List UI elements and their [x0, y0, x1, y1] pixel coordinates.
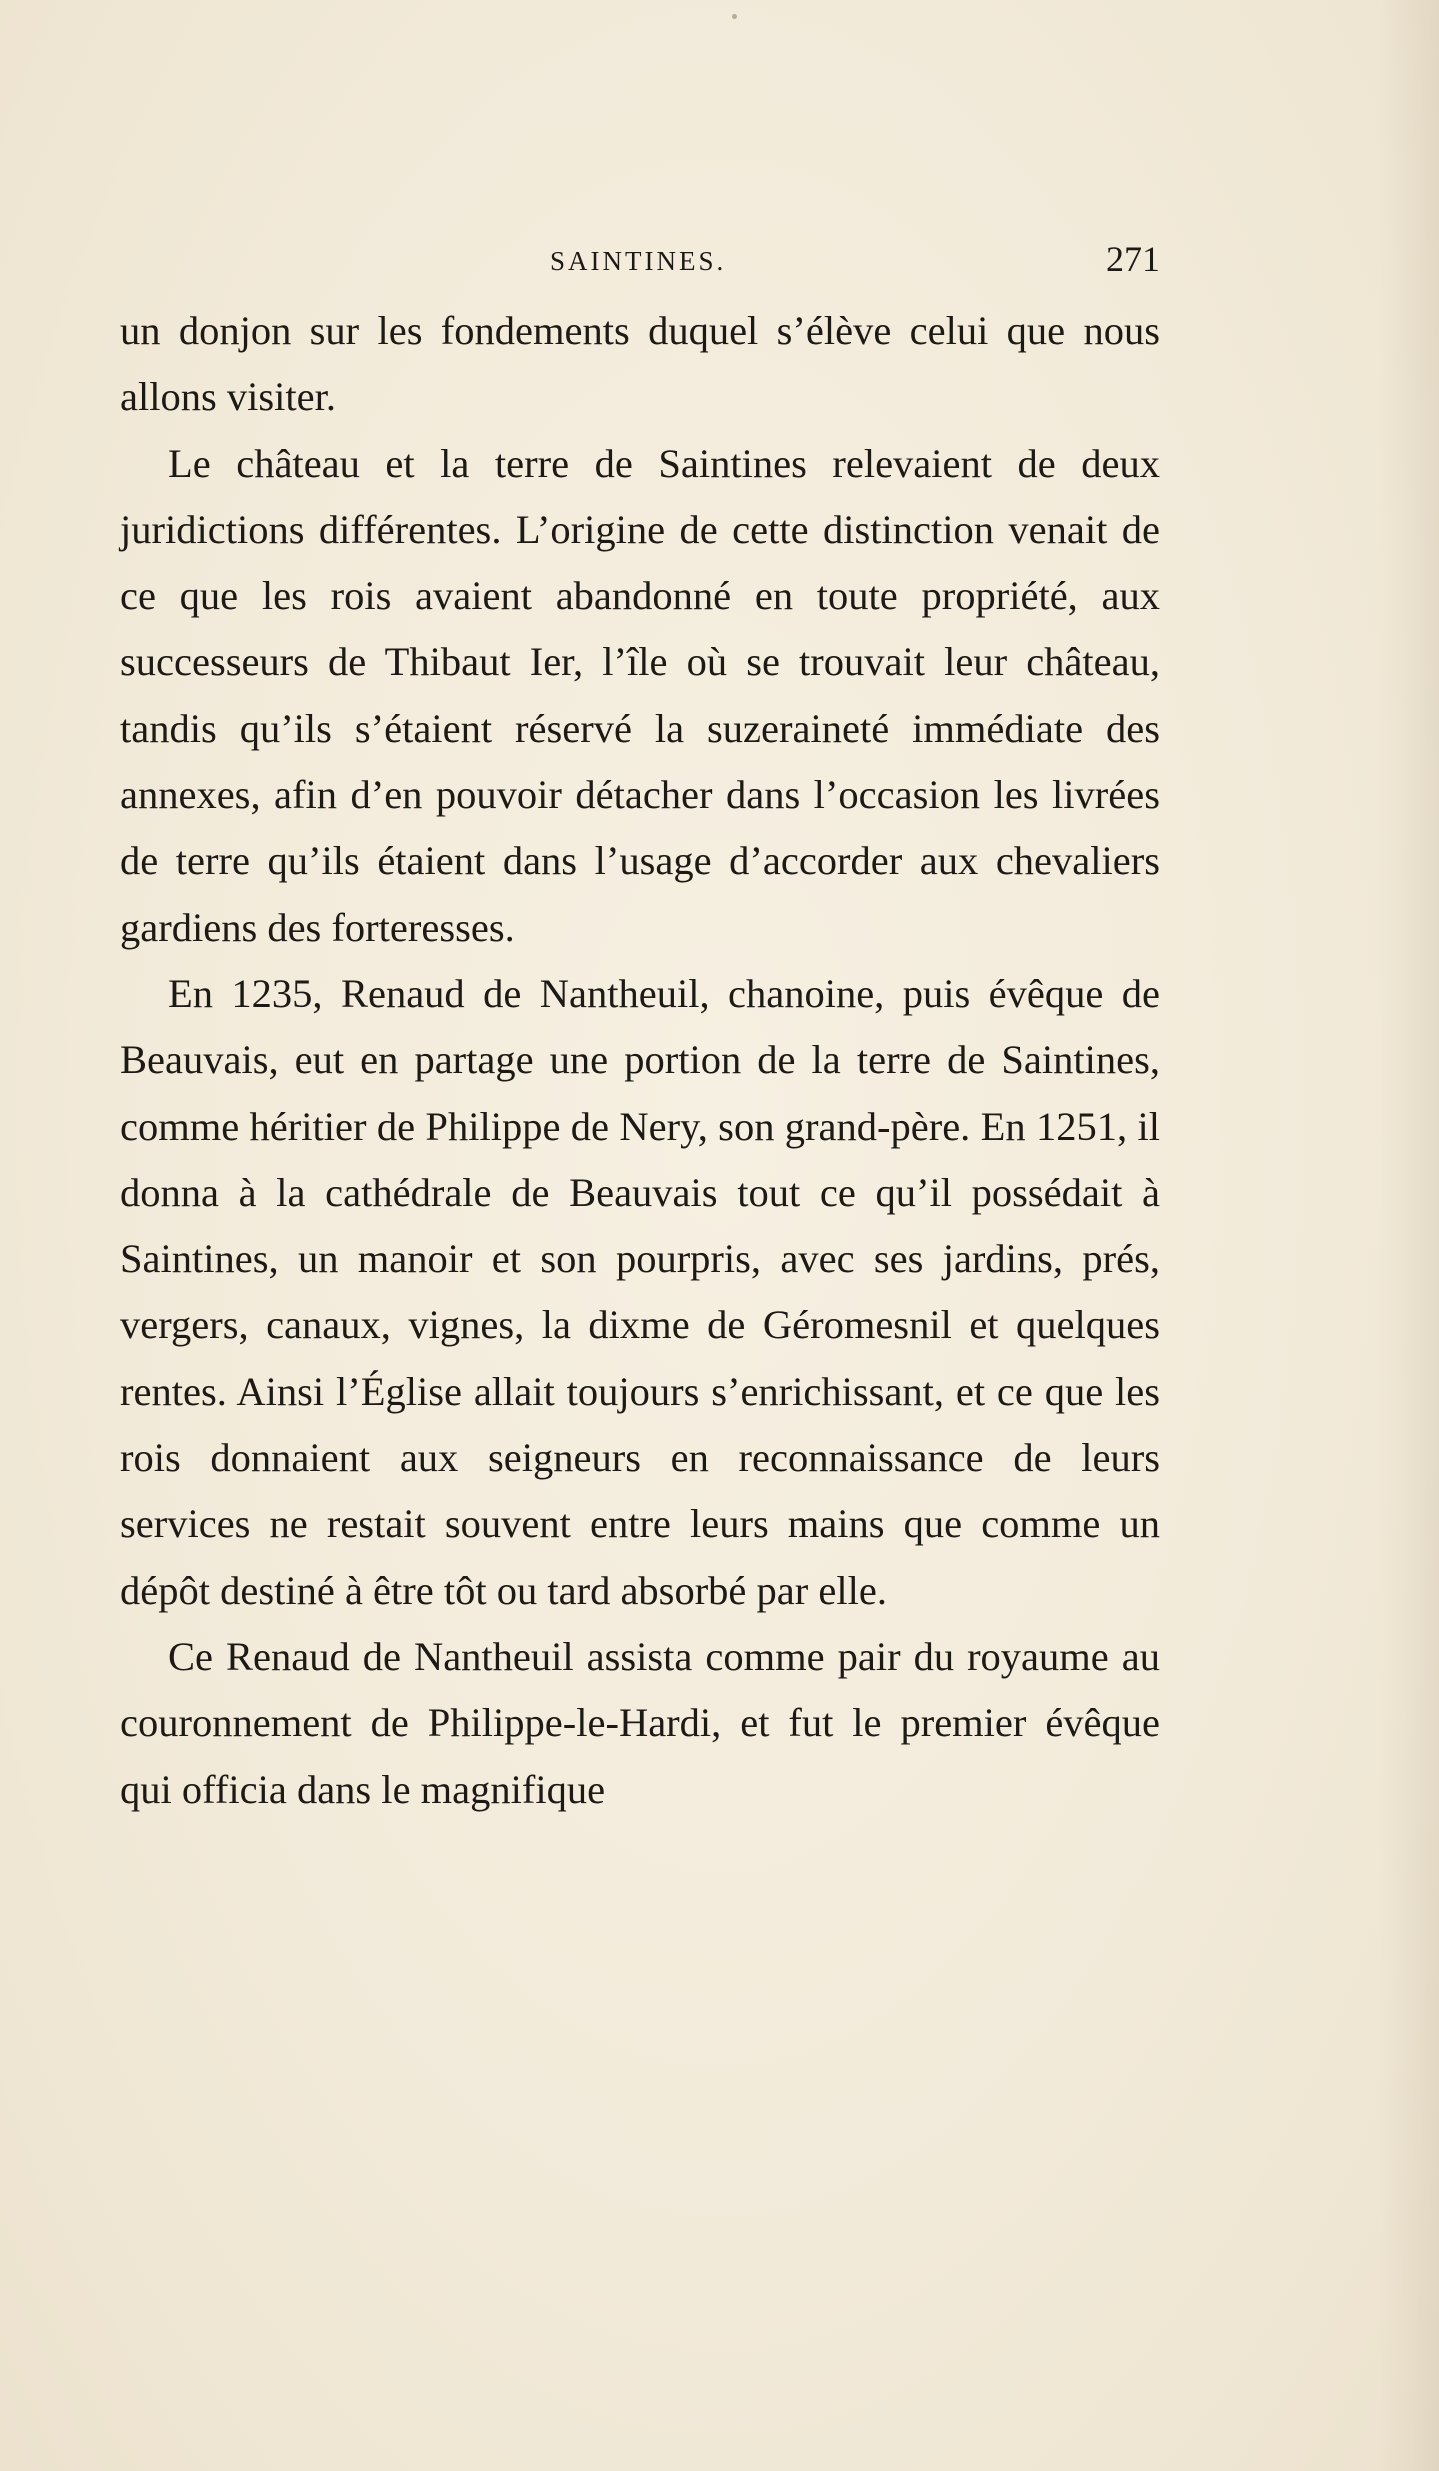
- paper-speck: [732, 14, 737, 19]
- running-title: SAINTINES.: [550, 246, 727, 276]
- paragraph-4: Ce Renaud de Nantheuil assista comme pair du royaume au couronnement de Philippe-le-Hardi, et fut le premier évêque qui officia dans le magnifique: [120, 1633, 1160, 1812]
- paragraph-3: En 1235, Renaud de Nantheuil, chanoine, puis évêque de Beauvais, eut en partage une portion de la terre de Saintines, comme héritier de Philippe de Nery, son grand-père. En 1251, il donna à la cathédrale de Beauvais tout ce qu’il possédait à Saintines, un manoir et son pourpris, avec ses jardins, prés, vergers, canaux, vignes, la dixme de Géromesnil et quelques rentes. Ainsi l’Église allait toujours s’enrichissant, et ce que les rois donnaient aux seigneurs en reconnaissance de leurs services ne restait souvent entre leurs mains que comme un dépôt destiné à être tôt ou tard absorbé par elle.: [120, 970, 1160, 1613]
- page-number: 271: [1106, 239, 1160, 279]
- paragraph-1: un donjon sur les fondements duquel s’élève celui que nous allons visiter.: [120, 308, 1160, 420]
- body-text: [120, 298, 1160, 1823]
- page-edge-shadow: [1379, 0, 1439, 2471]
- paragraph-2: Le château et la terre de Saintines relevaient de deux juridictions différentes. L’origine de cette distinction venait de ce que les rois avaient abandonné en toute propriété, aux successeurs de Thibaut Ier, l’île où se trouvait leur château, tandis qu’ils s’étaient réservé la suzeraineté immédiate des annexes, afin d’en pouvoir détacher dans l’occasion les livrées de terre qu’ils étaient dans l’usage d’accorder aux chevaliers gardiens des forteresses.: [120, 440, 1160, 950]
- running-header: [120, 236, 1160, 286]
